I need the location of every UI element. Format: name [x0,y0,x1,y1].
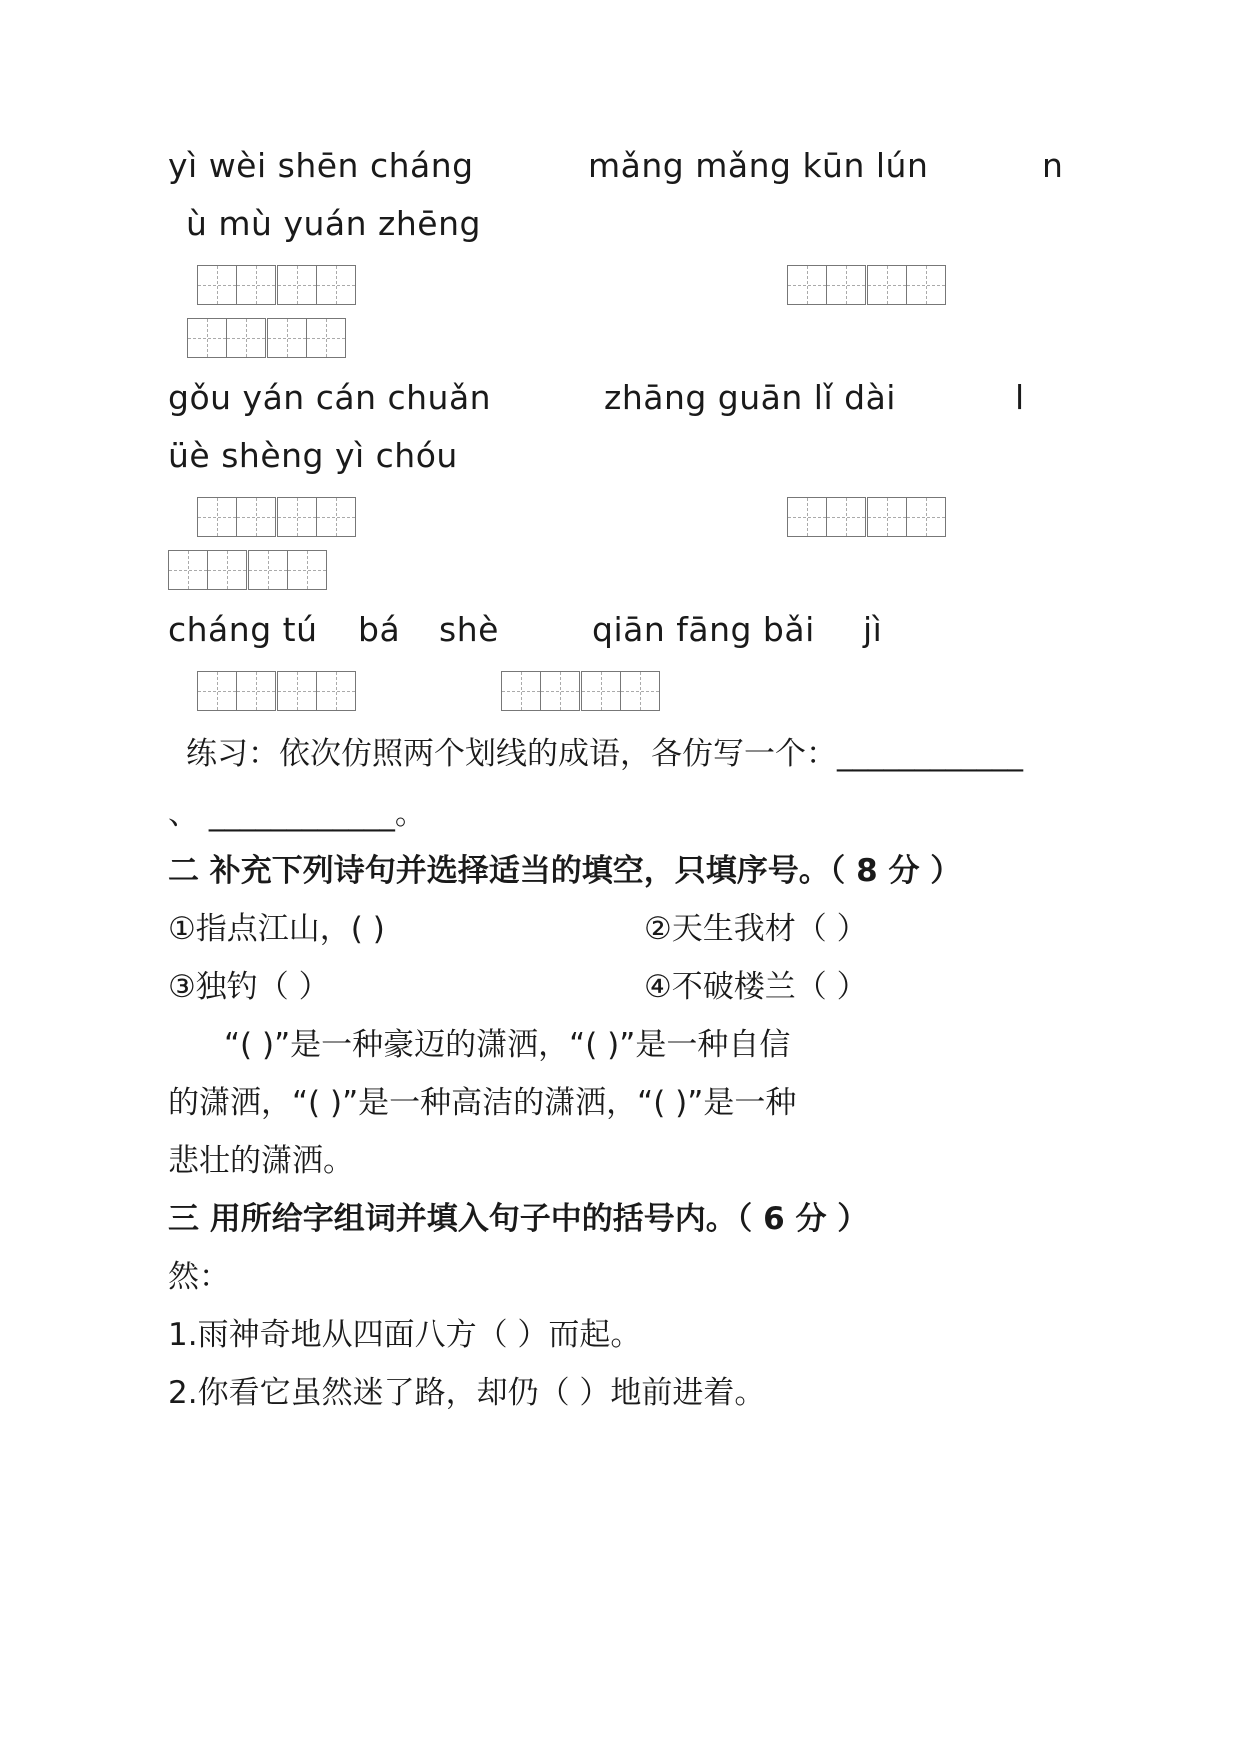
writing-grid-4[interactable] [197,497,354,537]
poem-item-3: ③独钓（ ） [168,969,330,1005]
pinyin-group-7b: bá [358,610,401,649]
section-2-heading: 二 补充下列诗句并选择适当的填空，只填序号。（ 8 分 ） [168,853,962,889]
section-3-heading: 三 用所给字组词并填入句子中的括号内。（ 6 分 ） [168,1201,869,1237]
pinyin-group-7c: shè [439,610,499,649]
practice-line-2: 、 ____________。 [168,796,426,832]
paragraph-line-2: 的潇洒，“( )”是一种高洁的潇洒，“( )”是一种 [168,1085,797,1121]
pinyin-group-5: zhāng guān lǐ dài [604,378,896,417]
pinyin-group-3-start: n [1042,146,1064,185]
writing-grid-1[interactable] [197,265,354,305]
writing-grid-3[interactable] [187,318,344,358]
poem-item-2: ②天生我材（ ） [644,911,868,947]
paragraph-line-3: 悲壮的潇洒。 [168,1143,354,1179]
pinyin-group-6-wrap: üè shèng yì chóu [168,436,458,475]
pinyin-group-6-start: l [1015,378,1025,417]
question-2: 2.你看它虽然迷了路，却仍（ ）地前进着。 [168,1375,766,1411]
given-character: 然： [168,1259,230,1295]
paragraph-line-1: “( )”是一种豪迈的潇洒，“( )”是一种自信 [224,1027,791,1063]
practice-line-1: 练习：依次仿照两个划线的成语，各仿写一个：____________ [186,736,1023,772]
question-1: 1.雨神奇地从四面八方（ ）而起。 [168,1317,642,1353]
pinyin-group-3-wrap: ù mù yuán zhēng [186,204,481,243]
pinyin-group-2: mǎng mǎng kūn lún [588,146,929,185]
pinyin-group-1: yì wèi shēn cháng [168,146,474,185]
poem-item-4: ④不破楼兰（ ） [644,969,868,1005]
pinyin-group-7a: cháng tú [168,610,318,649]
pinyin-group-8a: qiān fāng bǎi [592,610,815,649]
writing-grid-8[interactable] [501,671,658,711]
writing-grid-5[interactable] [787,497,944,537]
pinyin-group-8b: jì [863,610,883,649]
writing-grid-2[interactable] [787,265,944,305]
poem-item-1: ①指点江山，( ) [168,911,385,947]
writing-grid-7[interactable] [197,671,354,711]
pinyin-group-4: gǒu yán cán chuǎn [168,378,492,417]
writing-grid-6[interactable] [168,550,325,590]
